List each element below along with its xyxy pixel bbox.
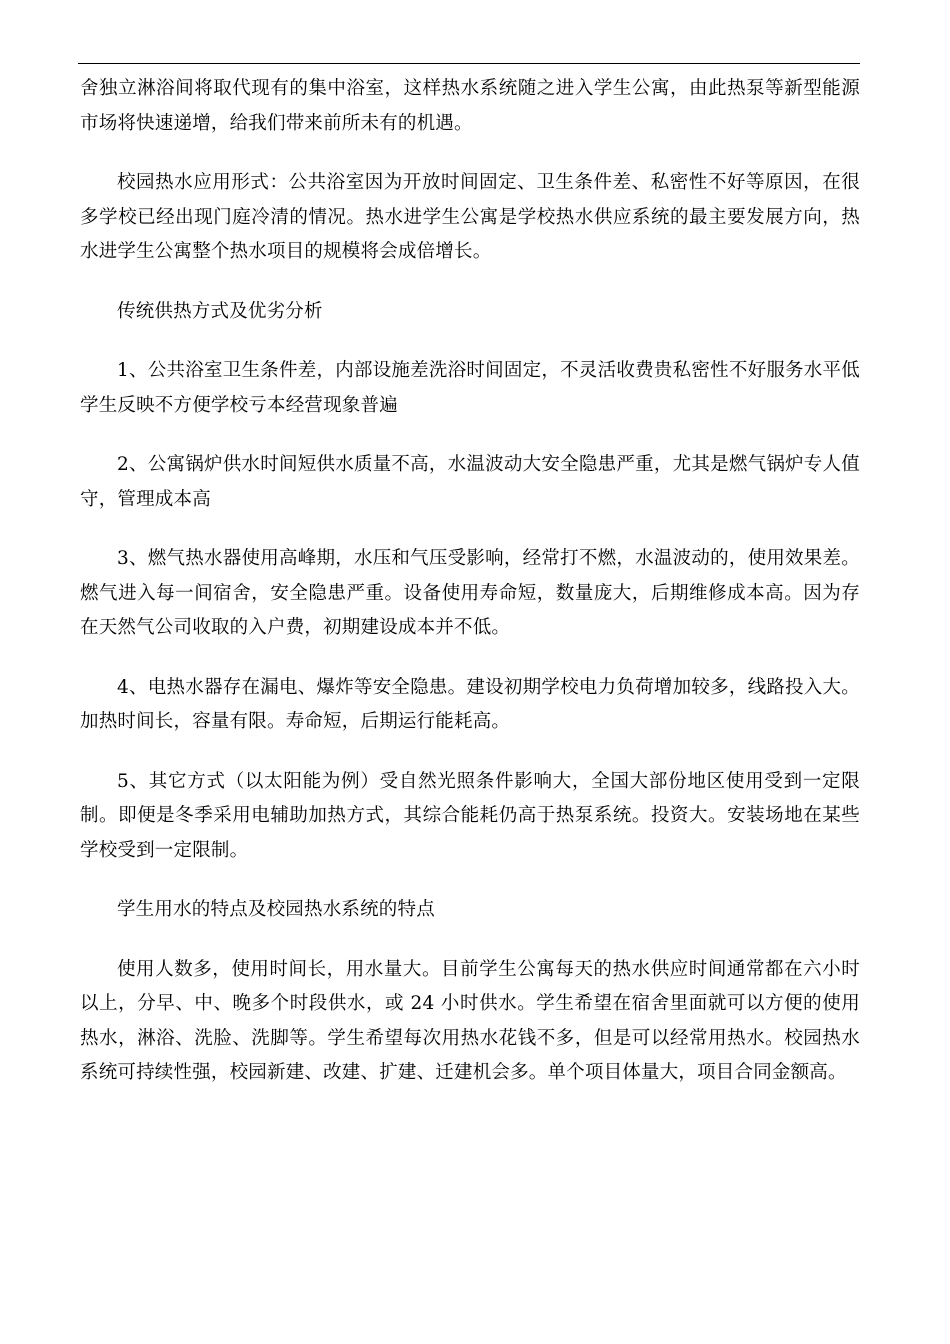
- list-item-apartment-boiler: 2、公寓锅炉供水时间短供水质量不高，水温波动大安全隐患严重，尤其是燃气锅炉专人值守，管理成本高: [80, 454, 860, 510]
- document-body: [80, 72, 860, 1116]
- section-heading-traditional-heating: 传统供热方式及优劣分析: [117, 300, 323, 322]
- list-item-gas-water-heater: 3、燃气热水器使用高峰期，水压和气压受影响，经常打不燃，水温波动的，使用效果差。燃气进入每一间宿舍，安全隐患严重。设备使用寿命短，数量庞大，后期维修成本高。因为存在天然气公司收取的入户费，初期建设成本并不低。: [80, 548, 860, 638]
- section-heading-student-water-use: 学生用水的特点及校园热水系统的特点: [117, 899, 435, 920]
- paragraph-student-water-features: 使用人数多，使用时间长，用水量大。目前学生公寓每天的热水供应时间通常都在六小时以上，分早、中、晚多个时段供水，或 24 小时供水。学生希望在宿舍里面就可以方便的使用热水，淋浴、洗脸、洗脚等。学生希望每次用热水花钱不多，但是可以经常用热水。校园热水系统可持续性强，校园新建、改建、扩建、迁建机会多。单个项目体量大，项目合同金额高。: [80, 958, 860, 1083]
- paragraph-continuation: 舍独立淋浴间将取代现有的集中浴室，这样热水系统随之进入学生公寓，由此热泵等新型能源市场将快速递增，给我们带来前所未有的机遇。: [80, 78, 860, 134]
- list-item-other-methods: 5、其它方式（以太阳能为例）受自然光照条件影响大，全国大部份地区使用受到一定限制。即便是冬季采用电辅助加热方式，其综合能耗仍高于热泵系统。投资大。安装场地在某些学校受到一定限制。: [80, 770, 860, 861]
- header-rule: [78, 63, 860, 64]
- paragraph-campus-hot-water-forms: 校园热水应用形式：公共浴室因为开放时间固定、卫生条件差、私密性不好等原因，在很多学校已经出现门庭冷清的情况。热水进学生公寓是学校热水供应系统的最主要发展方向，热水进学生公寓整个热水项目的规模将会成倍增长。: [80, 172, 860, 262]
- list-item-electric-water-heater: 4、电热水器存在漏电、爆炸等安全隐患。建设初期学校电力负荷增加较多，线路投入大。加热时间长，容量有限。寿命短，后期运行能耗高。: [80, 676, 860, 732]
- list-item-public-bathroom: 1、公共浴室卫生条件差，内部设施差洗浴时间固定，不灵活收费贵私密性不好服务水平低学生反映不方便学校亏本经营现象普遍: [80, 360, 860, 416]
